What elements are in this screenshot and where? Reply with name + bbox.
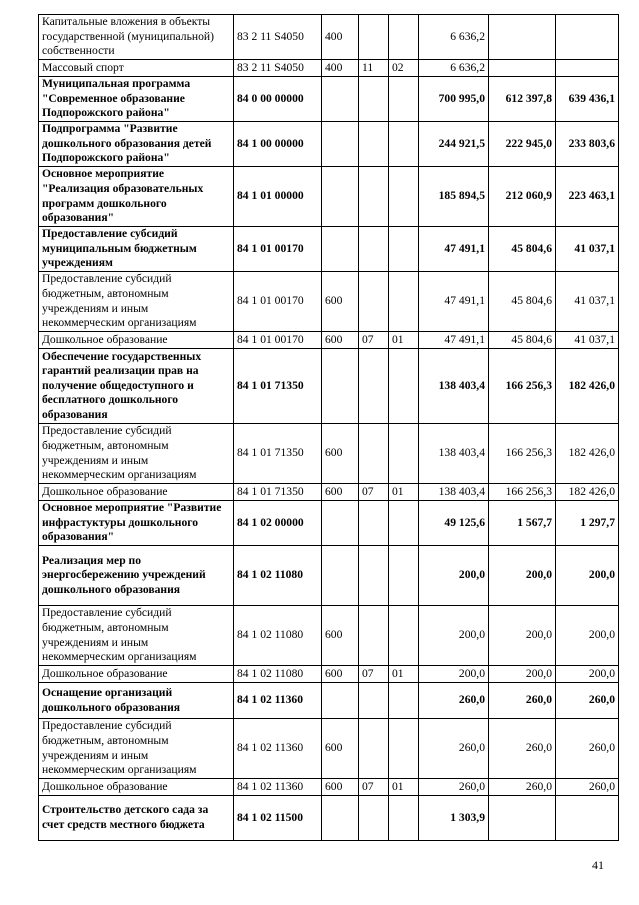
table-row — [39, 272, 619, 332]
row-amount-year2-cell: 166 256,3 — [489, 349, 556, 424]
row-amount-year2-cell: 200,0 — [489, 606, 556, 666]
row-amount-year2-cell: 200,0 — [489, 546, 556, 606]
table-row — [39, 719, 619, 779]
row-subsection-cell — [389, 501, 419, 546]
row-expense-type-cell — [322, 683, 359, 719]
row-amount-year1-cell: 200,0 — [419, 666, 489, 683]
row-subsection-cell — [389, 15, 419, 60]
row-amount-year3-cell: 41 037,1 — [556, 227, 619, 272]
row-amount-year2-cell — [489, 15, 556, 60]
row-amount-year3-cell: 1 297,7 — [556, 501, 619, 546]
table-row — [39, 122, 619, 167]
table-row — [39, 796, 619, 841]
row-amount-year1-cell: 260,0 — [419, 683, 489, 719]
row-amount-year3-cell: 223 463,1 — [556, 167, 619, 227]
row-amount-year2-cell: 45 804,6 — [489, 332, 556, 349]
row-amount-year3-cell: 182 426,0 — [556, 424, 619, 484]
row-expense-type-cell: 600 — [322, 719, 359, 779]
budget-table — [38, 14, 619, 841]
row-code-cell: 84 1 01 00170 — [234, 272, 322, 332]
row-name-cell: Основное мероприятие "Развитие инфрастуктуры дошкольного образования" — [39, 501, 234, 546]
row-expense-type-cell — [322, 227, 359, 272]
row-name-cell: Подпрограмма "Развитие дошкольного образования детей Подпорожского района" — [39, 122, 234, 167]
table-row — [39, 501, 619, 546]
row-amount-year2-cell: 1 567,7 — [489, 501, 556, 546]
row-amount-year1-cell: 138 403,4 — [419, 349, 489, 424]
table-row — [39, 332, 619, 349]
row-amount-year3-cell: 260,0 — [556, 719, 619, 779]
row-section-cell: 07 — [359, 666, 389, 683]
row-amount-year2-cell — [489, 60, 556, 77]
table-row — [39, 227, 619, 272]
row-amount-year2-cell: 222 945,0 — [489, 122, 556, 167]
table-row — [39, 424, 619, 484]
row-amount-year1-cell: 138 403,4 — [419, 424, 489, 484]
row-section-cell: 07 — [359, 779, 389, 796]
row-name-cell: Предоставление субсидий бюджетным, автономным учреждениям и иным некоммерческим организациям — [39, 424, 234, 484]
row-code-cell: 84 1 02 11080 — [234, 546, 322, 606]
row-name-cell: Предоставление субсидий бюджетным, автономным учреждениям и иным некоммерческим организациям — [39, 719, 234, 779]
row-code-cell: 84 1 01 00170 — [234, 332, 322, 349]
row-code-cell: 84 1 02 00000 — [234, 501, 322, 546]
row-amount-year1-cell: 47 491,1 — [419, 227, 489, 272]
row-expense-type-cell — [322, 796, 359, 841]
table-row — [39, 666, 619, 683]
table-row — [39, 484, 619, 501]
row-section-cell — [359, 546, 389, 606]
row-subsection-cell: 01 — [389, 484, 419, 501]
row-amount-year1-cell: 6 636,2 — [419, 60, 489, 77]
row-subsection-cell: 02 — [389, 60, 419, 77]
row-subsection-cell — [389, 227, 419, 272]
row-code-cell: 84 0 00 00000 — [234, 77, 322, 122]
row-code-cell: 84 1 00 00000 — [234, 122, 322, 167]
row-code-cell: 84 1 02 11500 — [234, 796, 322, 841]
row-expense-type-cell — [322, 501, 359, 546]
row-section-cell — [359, 167, 389, 227]
row-section-cell — [359, 501, 389, 546]
row-amount-year3-cell — [556, 60, 619, 77]
row-subsection-cell — [389, 424, 419, 484]
row-name-cell: Дошкольное образование — [39, 779, 234, 796]
row-amount-year1-cell: 6 636,2 — [419, 15, 489, 60]
row-section-cell — [359, 683, 389, 719]
row-expense-type-cell — [322, 167, 359, 227]
row-section-cell: 07 — [359, 332, 389, 349]
row-amount-year1-cell: 1 303,9 — [419, 796, 489, 841]
row-expense-type-cell: 600 — [322, 332, 359, 349]
row-amount-year3-cell: 41 037,1 — [556, 272, 619, 332]
row-amount-year3-cell: 41 037,1 — [556, 332, 619, 349]
row-expense-type-cell: 400 — [322, 60, 359, 77]
row-section-cell — [359, 227, 389, 272]
row-expense-type-cell: 600 — [322, 272, 359, 332]
row-subsection-cell — [389, 546, 419, 606]
row-amount-year3-cell: 200,0 — [556, 546, 619, 606]
row-amount-year2-cell: 45 804,6 — [489, 272, 556, 332]
row-amount-year2-cell: 260,0 — [489, 683, 556, 719]
row-section-cell — [359, 77, 389, 122]
row-subsection-cell: 01 — [389, 332, 419, 349]
row-amount-year2-cell: 212 060,9 — [489, 167, 556, 227]
row-expense-type-cell: 600 — [322, 666, 359, 683]
row-amount-year1-cell: 47 491,1 — [419, 272, 489, 332]
row-amount-year1-cell: 200,0 — [419, 546, 489, 606]
row-name-cell: Муниципальная программа "Современное образование Подпорожского района" — [39, 77, 234, 122]
row-amount-year2-cell: 612 397,8 — [489, 77, 556, 122]
row-amount-year2-cell — [489, 796, 556, 841]
page-number: 41 — [592, 858, 604, 872]
row-amount-year2-cell: 260,0 — [489, 719, 556, 779]
row-expense-type-cell — [322, 546, 359, 606]
row-amount-year2-cell: 200,0 — [489, 666, 556, 683]
row-amount-year3-cell: 233 803,6 — [556, 122, 619, 167]
row-code-cell: 83 2 11 S4050 — [234, 15, 322, 60]
table-row — [39, 167, 619, 227]
row-amount-year1-cell: 49 125,6 — [419, 501, 489, 546]
row-code-cell: 84 1 02 11080 — [234, 666, 322, 683]
row-amount-year1-cell: 185 894,5 — [419, 167, 489, 227]
row-section-cell — [359, 424, 389, 484]
row-code-cell: 84 1 01 00170 — [234, 227, 322, 272]
row-section-cell: 11 — [359, 60, 389, 77]
row-name-cell: Дошкольное образование — [39, 666, 234, 683]
row-amount-year2-cell: 166 256,3 — [489, 424, 556, 484]
row-amount-year2-cell: 166 256,3 — [489, 484, 556, 501]
row-section-cell: 07 — [359, 484, 389, 501]
table-row — [39, 349, 619, 424]
row-amount-year1-cell: 260,0 — [419, 719, 489, 779]
row-expense-type-cell — [322, 77, 359, 122]
row-subsection-cell — [389, 719, 419, 779]
row-expense-type-cell: 600 — [322, 424, 359, 484]
row-section-cell — [359, 122, 389, 167]
row-section-cell — [359, 15, 389, 60]
row-subsection-cell — [389, 167, 419, 227]
row-expense-type-cell — [322, 349, 359, 424]
row-amount-year3-cell: 260,0 — [556, 779, 619, 796]
row-code-cell: 84 1 02 11080 — [234, 606, 322, 666]
row-section-cell — [359, 796, 389, 841]
row-name-cell: Дошкольное образование — [39, 332, 234, 349]
table-row — [39, 683, 619, 719]
row-name-cell: Реализация мер по энергосбережению учреждений дошкольного образования — [39, 546, 234, 606]
row-subsection-cell — [389, 122, 419, 167]
row-expense-type-cell: 600 — [322, 779, 359, 796]
table-row — [39, 15, 619, 60]
row-name-cell: Предоставление субсидий муниципальным бюджетным учреждениям — [39, 227, 234, 272]
row-section-cell — [359, 606, 389, 666]
row-amount-year3-cell: 182 426,0 — [556, 484, 619, 501]
row-name-cell: Массовый спорт — [39, 60, 234, 77]
row-code-cell: 83 2 11 S4050 — [234, 60, 322, 77]
row-name-cell: Капитальные вложения в объекты государственной (муниципальной) собственности — [39, 15, 234, 60]
table-row — [39, 546, 619, 606]
row-amount-year3-cell: 200,0 — [556, 666, 619, 683]
row-amount-year3-cell — [556, 796, 619, 841]
row-amount-year1-cell: 700 995,0 — [419, 77, 489, 122]
row-subsection-cell — [389, 77, 419, 122]
row-code-cell: 84 1 01 00000 — [234, 167, 322, 227]
row-amount-year1-cell: 260,0 — [419, 779, 489, 796]
row-amount-year3-cell: 182 426,0 — [556, 349, 619, 424]
row-name-cell: Оснащение организаций дошкольного образования — [39, 683, 234, 719]
row-amount-year1-cell: 138 403,4 — [419, 484, 489, 501]
row-code-cell: 84 1 02 11360 — [234, 719, 322, 779]
row-amount-year2-cell: 45 804,6 — [489, 227, 556, 272]
row-name-cell: Строительство детского сада за счет средств местного бюджета — [39, 796, 234, 841]
row-name-cell: Основное мероприятие "Реализация образовательных программ дошкольного образования" — [39, 167, 234, 227]
row-amount-year3-cell: 639 436,1 — [556, 77, 619, 122]
row-amount-year3-cell: 200,0 — [556, 606, 619, 666]
row-amount-year1-cell: 47 491,1 — [419, 332, 489, 349]
row-code-cell: 84 1 01 71350 — [234, 349, 322, 424]
row-expense-type-cell: 400 — [322, 15, 359, 60]
row-subsection-cell — [389, 683, 419, 719]
table-row — [39, 77, 619, 122]
row-subsection-cell — [389, 606, 419, 666]
row-amount-year3-cell — [556, 15, 619, 60]
row-expense-type-cell: 600 — [322, 484, 359, 501]
row-code-cell: 84 1 01 71350 — [234, 484, 322, 501]
row-subsection-cell — [389, 796, 419, 841]
table-row — [39, 779, 619, 796]
row-expense-type-cell — [322, 122, 359, 167]
row-section-cell — [359, 272, 389, 332]
budget-table-body — [39, 15, 619, 841]
row-subsection-cell — [389, 349, 419, 424]
row-expense-type-cell: 600 — [322, 606, 359, 666]
row-name-cell: Дошкольное образование — [39, 484, 234, 501]
row-code-cell: 84 1 02 11360 — [234, 683, 322, 719]
row-name-cell: Предоставление субсидий бюджетным, автономным учреждениям и иным некоммерческим организациям — [39, 272, 234, 332]
row-amount-year3-cell: 260,0 — [556, 683, 619, 719]
row-section-cell — [359, 349, 389, 424]
row-name-cell: Обеспечение государственных гарантий реализации прав на получение общедоступного и бесплатного дошкольного образования — [39, 349, 234, 424]
table-row — [39, 606, 619, 666]
row-amount-year1-cell: 244 921,5 — [419, 122, 489, 167]
row-subsection-cell: 01 — [389, 666, 419, 683]
row-subsection-cell: 01 — [389, 779, 419, 796]
row-amount-year2-cell: 260,0 — [489, 779, 556, 796]
row-section-cell — [359, 719, 389, 779]
row-amount-year1-cell: 200,0 — [419, 606, 489, 666]
row-code-cell: 84 1 02 11360 — [234, 779, 322, 796]
row-name-cell: Предоставление субсидий бюджетным, автономным учреждениям и иным некоммерческим организациям — [39, 606, 234, 666]
row-subsection-cell — [389, 272, 419, 332]
row-code-cell: 84 1 01 71350 — [234, 424, 322, 484]
table-row — [39, 60, 619, 77]
